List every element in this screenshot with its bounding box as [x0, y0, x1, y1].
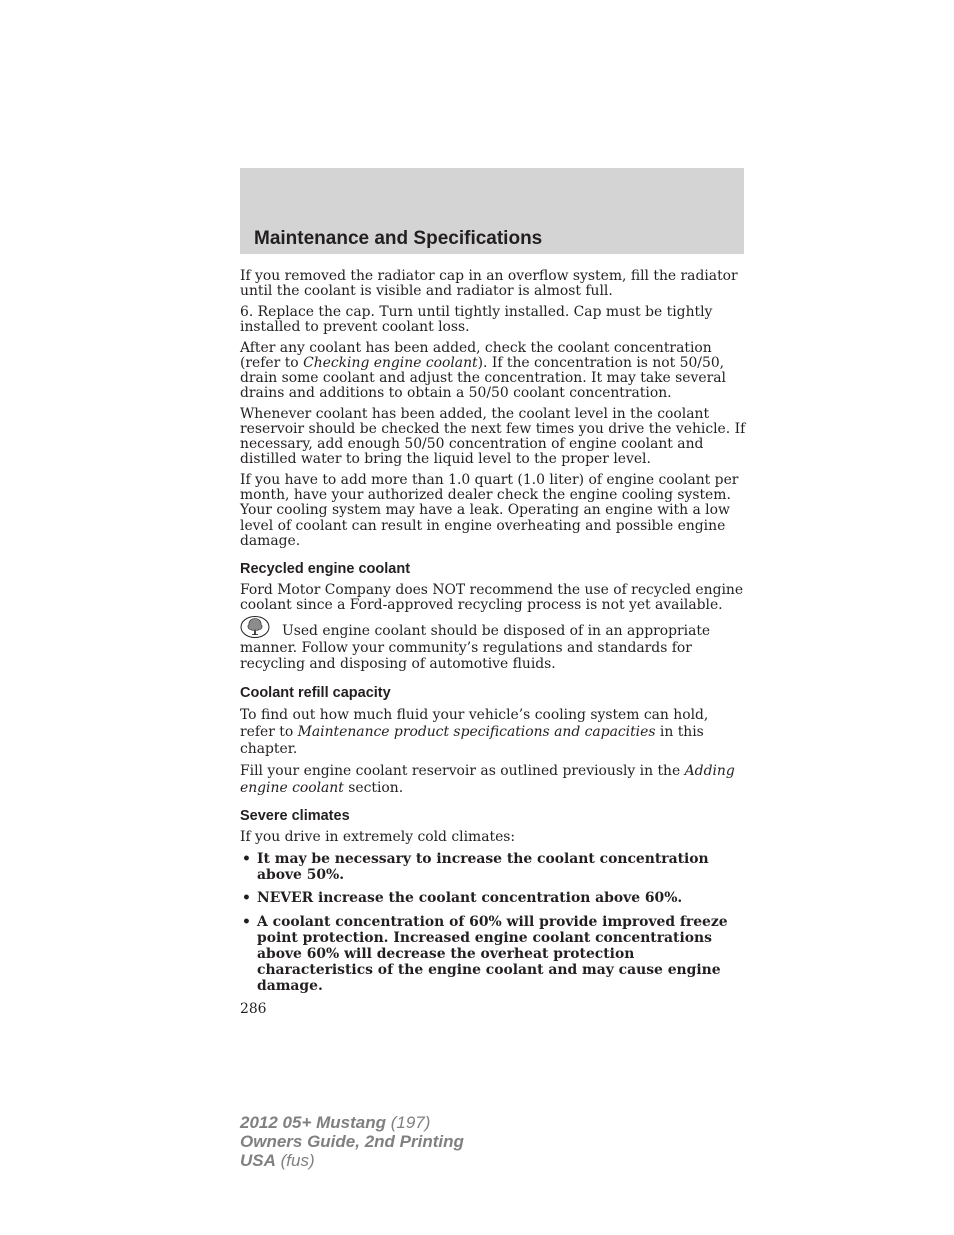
cross-reference: Maintenance product specifications and capacities — [297, 723, 656, 740]
list-item: • A coolant concentration of 60% will provide improved freeze point protection. Increased engine coolant concentrations above 60% will decrease the overheat protection characteristics of the engine coolant and may cause engine damage. — [242, 913, 728, 995]
paragraph-replace-cap: 6. Replace the cap. Turn until tightly installed. Cap must be tightly installed to prevent coolant loss. — [240, 303, 713, 335]
paragraph-capacity-reference: To find out how much fluid your vehicle’s cooling system can hold, refer to Maintenance product specifications and capacities in this chapter. — [240, 706, 709, 757]
footer-line-guide: Owners Guide, 2nd Printing — [240, 1132, 464, 1152]
cross-reference: Checking engine coolant — [303, 354, 478, 371]
cross-reference: Adding engine coolant — [240, 762, 735, 796]
paragraph-coolant-leak: If you have to add more than 1.0 quart (1.0 liter) of engine coolant per month, have your authorized dealer check the engine cooling system. Your cooling system may have a leak. Operating an engine with a low level of coolant can result in engine overheating and possible engine damage. — [240, 472, 739, 549]
section-title: Maintenance and Specifications — [254, 228, 543, 249]
cold-climate-list — [240, 851, 746, 995]
paragraph-radiator-fill: If you removed the radiator cap in an overflow system, fill the radiator until the coolant is visible and radiator is almost full. — [240, 268, 738, 300]
heading-severe-climates: Severe climates — [240, 808, 350, 825]
paragraph-cold-climates: If you drive in extremely cold climates: — [240, 829, 516, 846]
heading-recycled-coolant: Recycled engine coolant — [240, 561, 411, 578]
footer-line-model: 2012 05+ Mustang (197) — [240, 1113, 431, 1132]
paragraph-recycled-coolant: Ford Motor Company does NOT recommend the use of recycled engine coolant since a Ford-approved recycling process is not yet available. — [240, 582, 744, 614]
page-content — [240, 269, 746, 1017]
heading-refill-capacity: Coolant refill capacity — [240, 684, 391, 701]
page-number: 286 — [240, 1000, 267, 1017]
document-footer — [240, 1113, 464, 1171]
environment-tree-icon — [240, 615, 270, 639]
list-item: • NEVER increase the coolant concentration above 60%. — [242, 890, 683, 907]
paragraph-fill-reservoir: Fill your engine coolant reservoir as outlined previously in the Adding engine coolant section. — [240, 762, 735, 796]
section-header-band — [240, 168, 744, 254]
paragraph-environment-note: Used engine coolant should be disposed of in an appropriate manner. Follow your community’s regulations and standards for recycling and disposing of automotive fluids. — [240, 623, 746, 673]
list-item: • It may be necessary to increase the coolant concentration above 50%. — [242, 850, 709, 884]
paragraph-check-level: Whenever coolant has been added, the coolant level in the coolant reservoir should be checked the next few times you drive the vehicle. If necessary, add enough 50/50 concentration of engine coolant and distilled water to bring the liquid level to the proper level. — [240, 405, 746, 468]
paragraph-check-concentration: After any coolant has been added, check the coolant concentration (refer to Checking engine coolant). If the concentration is not 50/50, drain some coolant and adjust the concentration. It may take several drains and additions to obtain a 50/50 coolant concentration. — [240, 339, 726, 402]
footer-line-market: USA (fus) — [240, 1151, 315, 1171]
